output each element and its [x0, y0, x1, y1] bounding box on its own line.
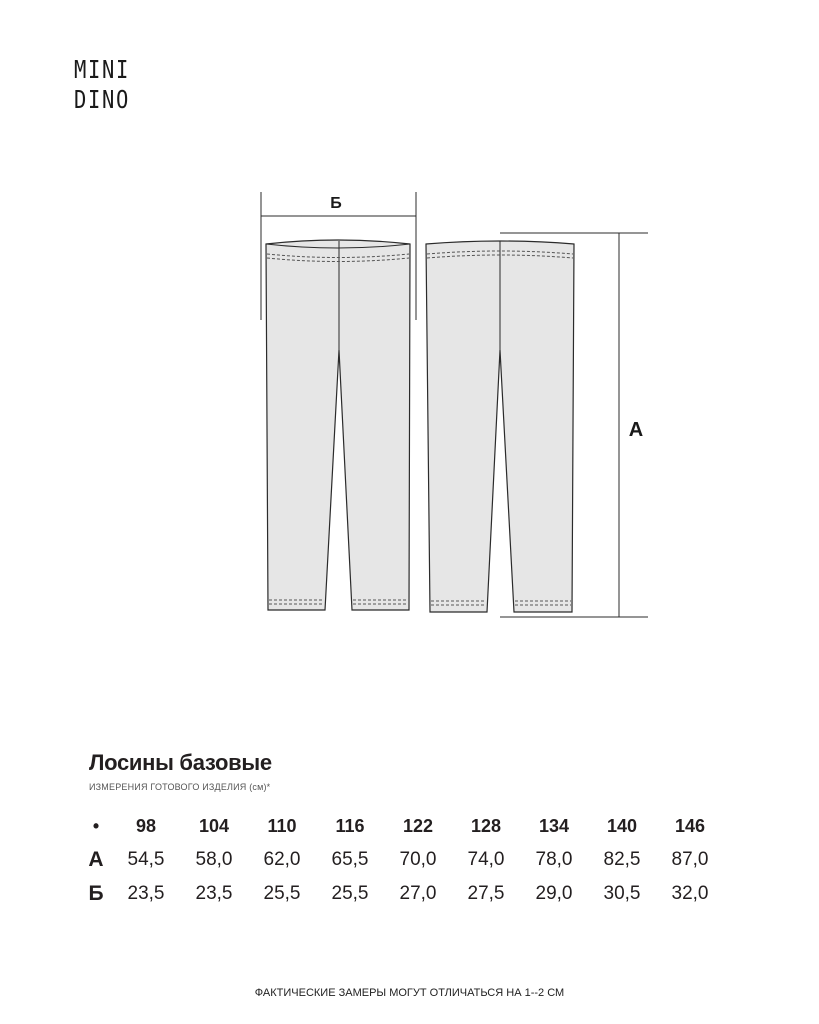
value-cell: 54,5: [127, 849, 165, 870]
value-cell: 25,5: [263, 883, 301, 904]
size-cell: 140: [606, 815, 638, 836]
size-header-row: [80, 809, 724, 843]
brand-logo-line1: MINI: [74, 55, 130, 84]
size-cell: 116: [335, 815, 365, 836]
value-cell: 25,5: [331, 883, 369, 904]
value-cell: 65,5: [331, 849, 369, 870]
size-table: [80, 809, 724, 911]
table-row-width: [80, 877, 724, 911]
product-title: Лосины базовые: [89, 750, 272, 775]
size-cell: 104: [198, 815, 230, 836]
leggings-back: [426, 241, 574, 612]
value-cell: 62,0: [263, 849, 301, 870]
product-subtitle: ИЗМЕРЕНИЯ ГОТОВОГО ИЗДЕЛИЯ (см)*: [89, 782, 271, 792]
row-label: А: [88, 848, 104, 871]
value-cell: 30,5: [603, 883, 641, 904]
value-cell: 32,0: [671, 883, 709, 904]
value-cell: 87,0: [671, 849, 709, 870]
size-cell: 134: [538, 815, 570, 836]
size-cell: 98: [135, 815, 157, 836]
table-row-length: [80, 843, 724, 877]
value-cell: 70,0: [399, 849, 437, 870]
size-cell: 146: [674, 815, 706, 836]
value-cell: 29,0: [535, 883, 573, 904]
value-cell: 78,0: [535, 849, 573, 870]
header-marker: •: [92, 815, 100, 836]
width-label: Б: [330, 195, 342, 212]
value-cell: 27,0: [399, 883, 437, 904]
length-label: А: [628, 419, 644, 441]
value-cell: 74,0: [467, 849, 505, 870]
footnote: ФАКТИЧЕСКИЕ ЗАМЕРЫ МОГУТ ОТЛИЧАТЬСЯ НА 1--2 СМ: [254, 987, 565, 999]
value-cell: 82,5: [603, 849, 641, 870]
row-label: Б: [88, 882, 104, 905]
value-cell: 23,5: [195, 883, 233, 904]
leggings-front: [266, 240, 410, 610]
size-cell: 122: [402, 815, 434, 836]
value-cell: 23,5: [127, 883, 165, 904]
size-cell: 110: [267, 815, 297, 836]
brand-logo-line2: DINO: [74, 85, 130, 114]
value-cell: 58,0: [195, 849, 233, 870]
size-cell: 128: [470, 815, 502, 836]
value-cell: 27,5: [467, 883, 505, 904]
